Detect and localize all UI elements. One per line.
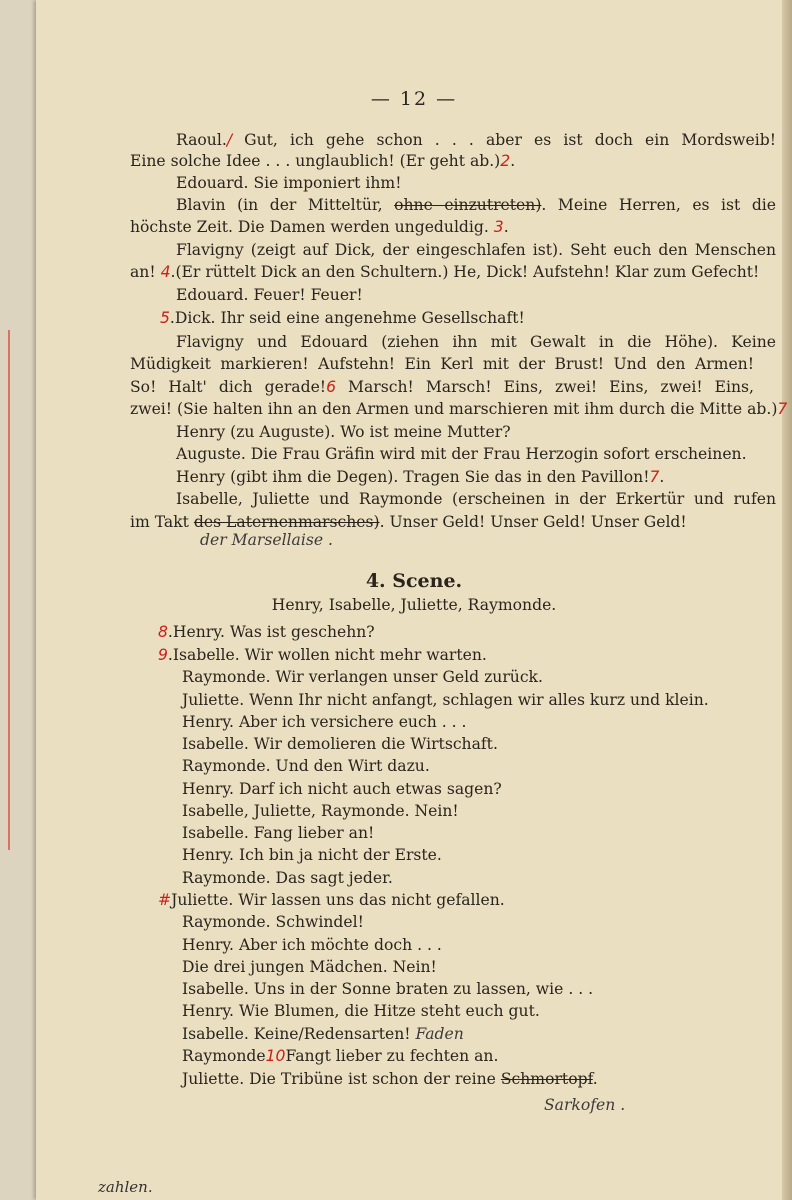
pencil-annotation: der Marsellaise . bbox=[200, 531, 333, 549]
dialogue-line bbox=[182, 823, 374, 843]
dialogue-line bbox=[182, 779, 502, 799]
scene-characters: Henry, Isabelle, Juliette, Raymonde. bbox=[271, 596, 557, 614]
text-segment: Isabelle, Juliette und Raymonde (erscheinen in der Erkertür und rufen bbox=[176, 490, 776, 508]
top-line bbox=[130, 377, 754, 397]
top-line bbox=[176, 130, 776, 150]
dialogue-line bbox=[182, 979, 593, 999]
top-line bbox=[176, 332, 776, 352]
text-segment: Raymonde. Das sagt jeder. bbox=[182, 869, 393, 887]
top-line bbox=[176, 467, 664, 487]
text-segment: .Dick. Ihr seid eine angenehme Gesellschaft! bbox=[169, 309, 525, 327]
red-annotation-mark: 6 bbox=[326, 378, 336, 396]
red-annotation-mark: 9 bbox=[158, 646, 168, 664]
dialogue-line bbox=[182, 1069, 598, 1089]
red-annotation-mark: 10 bbox=[265, 1047, 286, 1065]
text-segment: Blavin (in der Mitteltür, bbox=[176, 196, 395, 214]
top-line bbox=[130, 512, 687, 532]
dialogue-line bbox=[182, 712, 467, 732]
text-segment: Edouard. Feuer! Feuer! bbox=[176, 286, 363, 304]
red-annotation-mark: 3 bbox=[488, 218, 504, 236]
text-segment: Raymonde. Schwindel! bbox=[182, 913, 364, 931]
text-segment: Flavigny (zeigt auf Dick, der eingeschlafen ist). Seht euch den Menschen bbox=[176, 241, 776, 259]
text-segment: Edouard. Sie imponiert ihm! bbox=[176, 174, 402, 192]
dialogue-line bbox=[182, 1046, 498, 1066]
text-segment: zwei! (Sie halten ihn an den Armen und marschieren mit ihm durch die Mitte ab.) bbox=[130, 400, 778, 418]
red-annotation-mark: 7 bbox=[777, 400, 788, 418]
text-segment: Isabelle. Wir demolieren die Wirtschaft. bbox=[182, 735, 498, 753]
margin-red-line bbox=[8, 330, 10, 850]
text-segment: Raoul. bbox=[176, 131, 227, 149]
text-segment: Isabelle. Uns in der Sonne braten zu lassen, wie . . . bbox=[182, 980, 594, 998]
text-segment: .Isabelle. Wir wollen nicht mehr warten. bbox=[167, 646, 487, 664]
text-segment: . Unser Geld! Unser Geld! Unser Geld! bbox=[379, 513, 687, 531]
red-annotation-mark: / bbox=[226, 131, 233, 149]
page-number: — 12 — bbox=[370, 88, 458, 110]
text-segment: Henry (gibt ihm die Degen). Tragen Sie das in den Pavillon! bbox=[176, 468, 650, 486]
dialogue-line bbox=[544, 1095, 625, 1115]
text-segment: . bbox=[592, 1070, 598, 1088]
struck-text: ohne einzutreten) bbox=[394, 196, 542, 214]
dialogue-line bbox=[158, 890, 505, 910]
text-segment: .(Er rüttelt Dick an den Schultern.) He, Dick! Aufstehn! Klar zum Gefecht! bbox=[170, 263, 760, 281]
top-line bbox=[176, 444, 747, 464]
dialogue-line bbox=[182, 690, 709, 710]
document-page bbox=[36, 0, 792, 1200]
text-segment: . bbox=[659, 468, 665, 486]
text-segment: Isabelle. Fang lieber an! bbox=[182, 824, 375, 842]
pencil-annotation: Faden bbox=[415, 1025, 464, 1043]
red-annotation-mark: 2 bbox=[500, 152, 511, 170]
pencil-annotation: Sarkofen . bbox=[544, 1096, 626, 1114]
text-segment: . bbox=[510, 152, 516, 170]
top-line bbox=[176, 422, 511, 442]
dialogue-line bbox=[182, 756, 430, 776]
top-line bbox=[130, 151, 515, 171]
top-line bbox=[176, 240, 776, 260]
text-segment: Henry. Aber ich möchte doch . . . bbox=[182, 936, 442, 954]
red-annotation-mark: 5 bbox=[160, 309, 170, 327]
top-line bbox=[176, 173, 401, 193]
dialogue-line bbox=[182, 935, 442, 955]
text-segment: höchste Zeit. Die Damen werden ungeduldig. bbox=[130, 218, 489, 236]
text-segment: an! bbox=[130, 263, 161, 281]
dialogue-line bbox=[182, 868, 393, 888]
text-segment: Henry. Darf ich nicht auch etwas sagen? bbox=[182, 780, 502, 798]
red-annotation-mark: # bbox=[158, 891, 172, 909]
text-segment: im Takt bbox=[130, 513, 194, 531]
text-segment: Auguste. Die Frau Gräfin wird mit der Frau Herzogin sofort erscheinen. bbox=[176, 445, 747, 463]
dialogue-line bbox=[182, 734, 498, 754]
text-segment: Müdigkeit markieren! Aufstehn! Ein Kerl mit der Brust! Und den Armen! bbox=[130, 355, 754, 373]
red-annotation-mark: 4 bbox=[160, 263, 171, 281]
text-segment: Henry. Aber ich versichere euch . . . bbox=[182, 713, 467, 731]
text-segment: Eine solche Idee . . . unglaublich! (Er geht ab.) bbox=[130, 152, 501, 170]
scene-title: 4. Scene. bbox=[365, 570, 463, 592]
dialogue-line bbox=[182, 667, 543, 687]
top-line bbox=[176, 285, 363, 305]
top-line bbox=[176, 195, 776, 215]
text-segment: Henry. Wie Blumen, die Hitze steht euch gut. bbox=[182, 1002, 540, 1020]
text-segment: Henry (zu Auguste). Wo ist meine Mutter? bbox=[176, 423, 511, 441]
text-segment: Isabelle. Keine/Redensarten! bbox=[182, 1025, 416, 1043]
text-segment: Marsch! Marsch! Eins, zwei! Eins, zwei! Eins, bbox=[336, 378, 754, 396]
text-segment: Isabelle, Juliette, Raymonde. Nein! bbox=[182, 802, 459, 820]
struck-text: Schmortopf bbox=[500, 1070, 593, 1088]
dialogue-line bbox=[158, 645, 487, 665]
text-segment: Raymonde. Und den Wirt dazu. bbox=[182, 757, 430, 775]
underlying-page-strip bbox=[0, 0, 40, 1200]
dialogue-line bbox=[182, 1001, 540, 1021]
text-segment: Gut, ich gehe schon . . . aber es ist doch ein Mordsweib! bbox=[232, 131, 776, 149]
red-annotation-mark: 7 bbox=[649, 468, 660, 486]
text-segment: Raymonde. Wir verlangen unser Geld zurück. bbox=[182, 668, 543, 686]
top-line bbox=[130, 399, 787, 419]
dialogue-line bbox=[158, 622, 375, 642]
text-segment: . bbox=[503, 218, 509, 236]
top-line bbox=[130, 217, 509, 237]
bottom-handwritten-note: zahlen. bbox=[98, 1178, 153, 1196]
text-segment: Flavigny und Edouard (ziehen ihn mit Gewalt in die Höhe). Keine bbox=[176, 333, 776, 351]
text-segment: Juliette. Wenn Ihr nicht anfangt, schlagen wir alles kurz und klein. bbox=[182, 691, 709, 709]
text-segment: . Meine Herren, es ist die bbox=[541, 196, 777, 214]
dialogue-line bbox=[182, 845, 442, 865]
dialogue-line bbox=[182, 1024, 464, 1044]
text-segment: Henry. Ich bin ja nicht der Erste. bbox=[182, 846, 442, 864]
text-segment: Juliette. Die Tribüne ist schon der reine bbox=[182, 1070, 501, 1088]
top-line bbox=[160, 308, 525, 328]
text-segment: .Henry. Was ist geschehn? bbox=[167, 623, 375, 641]
top-line bbox=[200, 530, 333, 550]
text-segment: Juliette. Wir lassen uns das nicht gefallen. bbox=[171, 891, 505, 909]
dialogue-line bbox=[182, 801, 459, 821]
dialogue-line bbox=[182, 957, 437, 977]
text-segment: Fangt lieber zu fechten an. bbox=[285, 1047, 499, 1065]
top-line bbox=[130, 262, 760, 282]
red-annotation-mark: 8 bbox=[158, 623, 168, 641]
text-segment: Raymonde bbox=[182, 1047, 266, 1065]
dialogue-line bbox=[182, 912, 364, 932]
text-segment: So! Halt' dich gerade! bbox=[130, 378, 327, 396]
struck-text: des Laternenmarsches) bbox=[193, 513, 380, 531]
top-line bbox=[176, 489, 776, 509]
top-line bbox=[130, 354, 754, 374]
text-segment: Die drei jungen Mädchen. Nein! bbox=[182, 958, 437, 976]
